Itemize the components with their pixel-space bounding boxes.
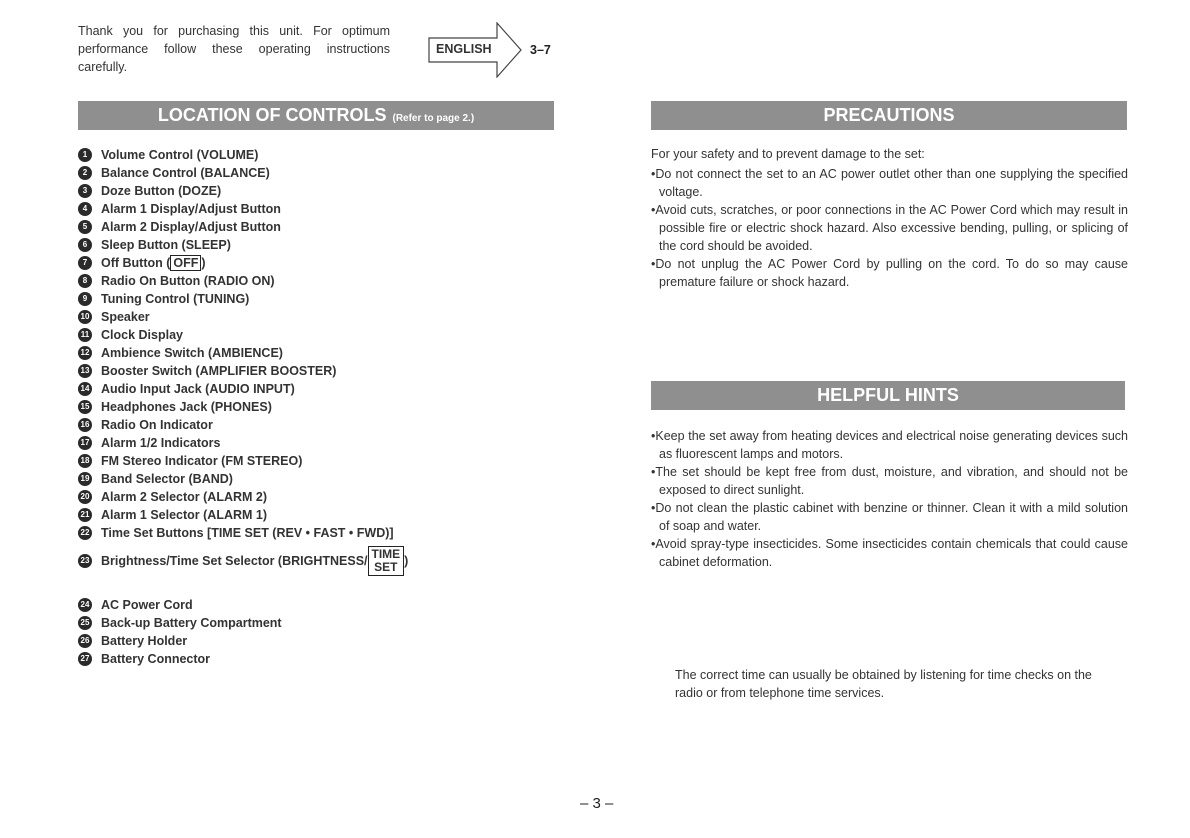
control-label: AC Power Cord bbox=[101, 598, 193, 612]
item-number: 10 bbox=[78, 310, 92, 324]
item-number: 9 bbox=[78, 292, 92, 306]
precautions-intro: For your safety and to prevent damage to the set: bbox=[651, 147, 925, 161]
item-number: 3 bbox=[78, 184, 92, 198]
control-item bbox=[78, 362, 478, 380]
control-label: Band Selector (BAND) bbox=[101, 472, 233, 486]
control-label: Alarm 1 Selector (ALARM 1) bbox=[101, 508, 268, 522]
hint-item: • Avoid spray-type insecticides. Some insecticides contain chemicals that could cause cabinet deformation. bbox=[651, 535, 1128, 571]
intro-paragraph: Thank you for purchasing this unit. For optimum performance follow these operating instructions carefully. bbox=[78, 24, 390, 74]
location-of-controls-title: LOCATION OF CONTROLS bbox=[157, 105, 387, 125]
control-label: Radio On Button (RADIO ON) bbox=[101, 274, 275, 288]
control-item bbox=[78, 452, 478, 470]
control-item bbox=[78, 398, 478, 416]
item-number: 18 bbox=[78, 454, 92, 468]
control-item bbox=[78, 290, 478, 308]
control-item bbox=[78, 164, 478, 182]
control-label: Battery Holder bbox=[101, 634, 188, 648]
location-of-controls-banner bbox=[78, 101, 554, 130]
time-set-key-box bbox=[368, 546, 405, 576]
control-label: Battery Connector bbox=[101, 652, 211, 666]
time-set-line1: TIME bbox=[371, 547, 401, 561]
control-item bbox=[78, 380, 478, 398]
control-item bbox=[78, 146, 478, 164]
item-number: 24 bbox=[78, 598, 92, 612]
precaution-item: • Do not unplug the AC Power Cord by pulling on the cord. To do so may cause premature failure or shock hazard. bbox=[651, 255, 1128, 291]
hint-item: • The set should be kept free from dust, moisture, and vibration, and should not be exposed to direct sunlight. bbox=[651, 463, 1128, 499]
control-label-prefix: Brightness/Time Set Selector (BRIGHTNESS/ bbox=[101, 554, 368, 568]
precaution-item: • Avoid cuts, scratches, or poor connections in the AC Power Cord which may result in possible fire or electric shock hazard. Also excessive bending, pulling, or splicing of the cord should be avoided. bbox=[651, 201, 1128, 255]
item-number: 27 bbox=[78, 652, 92, 666]
control-item bbox=[78, 308, 478, 326]
control-label: Alarm 1/2 Indicators bbox=[101, 436, 221, 450]
item-number: 16 bbox=[78, 418, 92, 432]
precautions-banner bbox=[651, 101, 1127, 130]
item-number: 26 bbox=[78, 634, 92, 648]
control-label: Speaker bbox=[101, 310, 150, 324]
item-number: 19 bbox=[78, 472, 92, 486]
item-number: 6 bbox=[78, 238, 92, 252]
item-number: 15 bbox=[78, 400, 92, 414]
control-item bbox=[78, 632, 478, 650]
helpful-hints-banner bbox=[651, 381, 1125, 410]
language-arrow bbox=[428, 22, 523, 78]
control-item bbox=[78, 596, 478, 614]
precaution-item: • Do not connect the set to an AC power outlet other than one supplying the specified voltage. bbox=[651, 165, 1128, 201]
time-set-line2: SET bbox=[374, 560, 398, 574]
control-item bbox=[78, 344, 478, 362]
control-item bbox=[78, 236, 478, 254]
control-label-suffix: ) bbox=[404, 554, 409, 568]
control-label: Headphones Jack (PHONES) bbox=[101, 400, 272, 414]
language-pages: 3–7 bbox=[530, 43, 551, 57]
controls-list bbox=[78, 146, 478, 668]
control-item bbox=[78, 416, 478, 434]
control-item bbox=[78, 506, 478, 524]
helpful-hints-list bbox=[651, 427, 1128, 571]
control-item bbox=[78, 542, 478, 580]
item-number: 13 bbox=[78, 364, 92, 378]
control-label: Clock Display bbox=[101, 328, 183, 342]
language-label: ENGLISH bbox=[436, 42, 492, 56]
control-label: Time Set Buttons [TIME SET (REV • FAST • FWD)] bbox=[101, 526, 394, 540]
control-item bbox=[78, 650, 478, 668]
control-item bbox=[78, 470, 478, 488]
control-item bbox=[78, 272, 478, 290]
control-label: Alarm 2 Selector (ALARM 2) bbox=[101, 490, 268, 504]
helpful-hints-title: HELPFUL HINTS bbox=[817, 385, 959, 405]
item-number: 23 bbox=[78, 554, 92, 568]
time-check-note: The correct time can usually be obtained by listening for time checks on the radio or from telephone time services. bbox=[675, 668, 1092, 700]
precautions-title: PRECAUTIONS bbox=[823, 105, 955, 125]
control-label: Balance Control (BALANCE) bbox=[101, 166, 270, 180]
control-label: Radio On Indicator bbox=[101, 418, 213, 432]
control-item bbox=[78, 182, 478, 200]
item-number: 20 bbox=[78, 490, 92, 504]
item-number: 25 bbox=[78, 616, 92, 630]
item-number: 21 bbox=[78, 508, 92, 522]
control-label-suffix: ) bbox=[201, 256, 206, 270]
item-number: 22 bbox=[78, 526, 92, 540]
hint-item: • Keep the set away from heating devices and electrical noise generating devices such as fluorescent lamps and motors. bbox=[651, 427, 1128, 463]
item-number: 2 bbox=[78, 166, 92, 180]
control-item bbox=[78, 326, 478, 344]
control-label: Ambience Switch (AMBIENCE) bbox=[101, 346, 283, 360]
item-number: 17 bbox=[78, 436, 92, 450]
control-label: Doze Button (DOZE) bbox=[101, 184, 222, 198]
control-label: Volume Control (VOLUME) bbox=[101, 148, 259, 162]
item-number: 14 bbox=[78, 382, 92, 396]
item-number: 11 bbox=[78, 328, 92, 342]
control-label: Alarm 1 Display/Adjust Button bbox=[101, 202, 281, 216]
item-number: 7 bbox=[78, 256, 92, 270]
item-number: 4 bbox=[78, 202, 92, 216]
control-label: FM Stereo Indicator (FM STEREO) bbox=[101, 454, 303, 468]
control-item bbox=[78, 200, 478, 218]
item-number: 1 bbox=[78, 148, 92, 162]
item-number: 12 bbox=[78, 346, 92, 360]
control-label: Booster Switch (AMPLIFIER BOOSTER) bbox=[101, 364, 337, 378]
control-item bbox=[78, 488, 478, 506]
control-item bbox=[78, 614, 478, 632]
control-label: Tuning Control (TUNING) bbox=[101, 292, 250, 306]
control-label: Alarm 2 Display/Adjust Button bbox=[101, 220, 281, 234]
precautions-list bbox=[651, 165, 1128, 291]
item-number: 8 bbox=[78, 274, 92, 288]
off-key-box: OFF bbox=[170, 255, 201, 271]
item-number: 5 bbox=[78, 220, 92, 234]
control-item bbox=[78, 218, 478, 236]
control-label: Sleep Button (SLEEP) bbox=[101, 238, 231, 252]
control-label: Audio Input Jack (AUDIO INPUT) bbox=[101, 382, 295, 396]
control-label-prefix: Off Button ( bbox=[101, 256, 171, 270]
location-of-controls-subtitle: (Refer to page 2.) bbox=[392, 113, 475, 124]
control-label: Back-up Battery Compartment bbox=[101, 616, 282, 630]
control-item bbox=[78, 524, 478, 542]
page-number: – 3 – bbox=[580, 795, 614, 812]
control-item bbox=[78, 434, 478, 452]
control-item bbox=[78, 254, 478, 272]
hint-item: • Do not clean the plastic cabinet with benzine or thinner. Clean it with a mild solution of soap and water. bbox=[651, 499, 1128, 535]
